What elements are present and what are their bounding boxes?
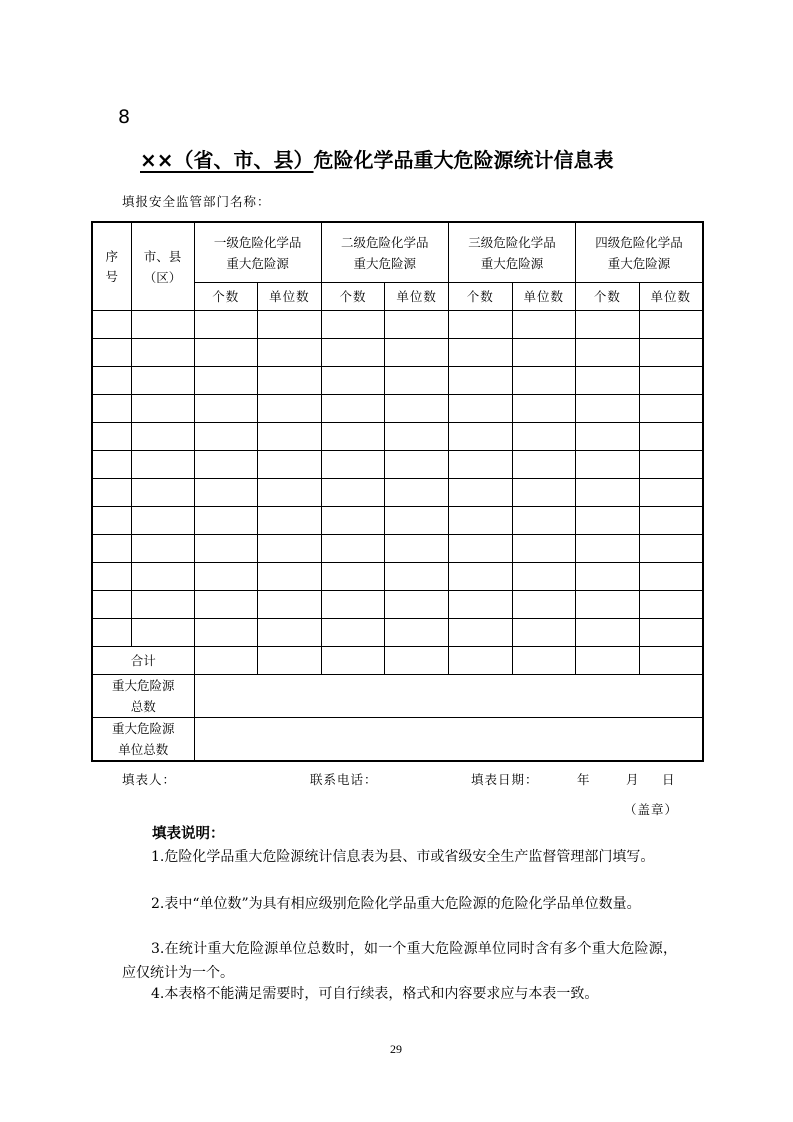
table-cell[interactable]	[639, 619, 703, 647]
table-cell[interactable]	[576, 367, 640, 395]
total-units-cell[interactable]	[194, 718, 703, 762]
table-cell[interactable]	[131, 479, 194, 507]
table-cell[interactable]	[385, 339, 449, 367]
table-cell[interactable]	[639, 591, 703, 619]
table-cell[interactable]	[639, 563, 703, 591]
table-cell[interactable]	[92, 395, 131, 423]
table-cell[interactable]	[92, 339, 131, 367]
date-label: 填表日期：	[471, 772, 539, 787]
table-cell[interactable]	[385, 311, 449, 339]
table-cell[interactable]	[448, 339, 512, 367]
table-cell[interactable]	[258, 619, 322, 647]
subheader-units: 单位数	[258, 283, 322, 311]
table-cell[interactable]	[92, 311, 131, 339]
table-cell[interactable]	[448, 367, 512, 395]
table-cell[interactable]	[639, 423, 703, 451]
table-cell[interactable]	[258, 563, 322, 591]
table-row	[92, 563, 703, 591]
table-cell[interactable]	[385, 507, 449, 535]
total-units-line2: 单位总数	[118, 742, 169, 757]
day-label: 日	[662, 772, 676, 787]
total-cell[interactable]	[448, 647, 512, 675]
table-cell[interactable]	[131, 451, 194, 479]
header-city-line1: 市、县	[143, 248, 182, 264]
table-cell[interactable]	[92, 507, 131, 535]
table-cell[interactable]	[92, 563, 131, 591]
table-cell[interactable]	[194, 395, 258, 423]
table-cell[interactable]	[321, 339, 385, 367]
total-cell[interactable]	[512, 647, 576, 675]
table-cell[interactable]	[448, 507, 512, 535]
table-cell[interactable]	[639, 367, 703, 395]
table-cell[interactable]	[194, 563, 258, 591]
title-region-placeholder: ××（省、市、县）	[140, 148, 314, 172]
page-number: 29	[390, 1042, 402, 1056]
table-cell[interactable]	[512, 311, 576, 339]
header-city	[131, 222, 194, 311]
header-seq-line2: 号	[105, 268, 118, 284]
header-level-1-line1: 一级危险化学品	[213, 234, 302, 250]
table-cell[interactable]	[258, 591, 322, 619]
table-cell[interactable]	[131, 619, 194, 647]
subheader-units: 单位数	[512, 283, 576, 311]
table-cell[interactable]	[385, 395, 449, 423]
total-cell[interactable]	[258, 647, 322, 675]
table-cell[interactable]	[639, 479, 703, 507]
table-cell[interactable]	[576, 451, 640, 479]
header-seq-line1: 序	[105, 248, 118, 264]
total-sources-line2: 总数	[130, 699, 156, 714]
header-level-1	[194, 222, 321, 283]
table-row	[92, 535, 703, 563]
table-cell[interactable]	[448, 423, 512, 451]
table-cell[interactable]	[576, 535, 640, 563]
table-cell[interactable]	[258, 395, 322, 423]
table-cell[interactable]	[448, 311, 512, 339]
table-cell[interactable]	[92, 591, 131, 619]
note-item-3: 3.在统计重大危险源单位总数时，如一个重大危险源单位同时含有多个重大危险源，应仅统计为一个。	[122, 941, 677, 981]
total-units-label	[92, 718, 194, 762]
header-level-3-line2: 重大危险源	[480, 255, 544, 271]
table-cell[interactable]	[321, 591, 385, 619]
table-cell[interactable]	[194, 479, 258, 507]
total-sources-line1: 重大危险源	[111, 678, 175, 693]
table-row	[92, 339, 703, 367]
table-cell[interactable]	[512, 507, 576, 535]
table-cell[interactable]	[92, 367, 131, 395]
table-cell[interactable]	[321, 311, 385, 339]
table-cell[interactable]	[321, 563, 385, 591]
total-cell[interactable]	[576, 647, 640, 675]
phone-label: 联系电话：	[310, 772, 378, 787]
header-level-2	[321, 222, 448, 283]
total-cell[interactable]	[385, 647, 449, 675]
table-cell[interactable]	[448, 535, 512, 563]
table-cell[interactable]	[321, 367, 385, 395]
table-cell[interactable]	[385, 451, 449, 479]
table-cell[interactable]	[131, 423, 194, 451]
table-row	[92, 619, 703, 647]
section-number: 8	[118, 106, 131, 128]
header-level-1-line2: 重大危险源	[226, 255, 289, 271]
total-sources-cell[interactable]	[194, 675, 703, 718]
subheader-count: 个数	[194, 283, 258, 311]
header-level-4-line2: 重大危险源	[607, 255, 671, 271]
table-cell[interactable]	[258, 367, 322, 395]
table-cell[interactable]	[92, 479, 131, 507]
table-cell[interactable]	[576, 507, 640, 535]
table-cell[interactable]	[576, 423, 640, 451]
total-row	[92, 647, 703, 675]
total-label: 合计	[92, 647, 194, 675]
total-sources-label	[92, 675, 194, 718]
table-cell[interactable]	[639, 535, 703, 563]
table-cell[interactable]	[448, 591, 512, 619]
table-cell[interactable]	[92, 423, 131, 451]
table-cell[interactable]	[576, 563, 640, 591]
table-cell[interactable]	[512, 479, 576, 507]
subheader-count: 个数	[576, 283, 640, 311]
table-cell[interactable]	[92, 451, 131, 479]
table-row	[92, 507, 703, 535]
table-cell[interactable]	[639, 451, 703, 479]
table-cell[interactable]	[258, 339, 322, 367]
table-cell[interactable]	[576, 311, 640, 339]
table-cell[interactable]	[194, 507, 258, 535]
table-row	[92, 395, 703, 423]
year-label: 年	[577, 772, 591, 787]
table-cell[interactable]	[321, 619, 385, 647]
filler-label: 填表人：	[122, 772, 177, 787]
table-cell[interactable]	[576, 619, 640, 647]
page-title	[140, 144, 660, 173]
table-cell[interactable]	[258, 535, 322, 563]
table-cell[interactable]	[639, 339, 703, 367]
subheader-units: 单位数	[639, 283, 703, 311]
seal-label: （盖章）	[624, 802, 679, 817]
table-cell[interactable]	[194, 535, 258, 563]
title-text: 危险化学品重大危险源统计信息表	[313, 148, 614, 172]
table-cell[interactable]	[512, 591, 576, 619]
table-cell[interactable]	[512, 535, 576, 563]
table-cell[interactable]	[92, 535, 131, 563]
header-level-2-line2: 重大危险源	[353, 255, 417, 271]
table-cell[interactable]	[321, 535, 385, 563]
table-cell[interactable]	[194, 367, 258, 395]
table-cell[interactable]	[321, 451, 385, 479]
table-cell[interactable]	[385, 535, 449, 563]
table-cell[interactable]	[194, 619, 258, 647]
table-cell[interactable]	[321, 507, 385, 535]
note-item-1: 1.危险化学品重大危险源统计信息表为县、市或省级安全生产监督管理部门填写。	[151, 849, 655, 865]
table-cell[interactable]	[92, 619, 131, 647]
table-cell[interactable]	[321, 395, 385, 423]
table-cell[interactable]	[448, 619, 512, 647]
table-cell[interactable]	[194, 451, 258, 479]
table-cell[interactable]	[512, 367, 576, 395]
total-cell[interactable]	[321, 647, 385, 675]
statistics-table	[91, 221, 704, 762]
table-row	[92, 451, 703, 479]
total-units-line1: 重大危险源	[111, 721, 175, 736]
table-cell[interactable]	[512, 395, 576, 423]
table-row	[92, 367, 703, 395]
header-level-2-line1: 二级危险化学品	[341, 234, 429, 250]
table-cell[interactable]	[321, 479, 385, 507]
table-cell[interactable]	[131, 311, 194, 339]
table-cell[interactable]	[448, 395, 512, 423]
header-seq	[92, 222, 131, 311]
header-city-line2: （区）	[143, 269, 182, 285]
table-cell[interactable]	[385, 563, 449, 591]
table-cell[interactable]	[131, 591, 194, 619]
header-level-3	[448, 222, 575, 283]
subheader-units: 单位数	[385, 283, 449, 311]
header-level-4-line1: 四级危险化学品	[595, 234, 683, 250]
header-level-3-line1: 三级危险化学品	[468, 234, 556, 250]
table-cell[interactable]	[576, 339, 640, 367]
table-cell[interactable]	[131, 563, 194, 591]
table-cell[interactable]	[194, 423, 258, 451]
table-cell[interactable]	[131, 395, 194, 423]
note-item-4: 4.本表格不能满足需要时，可自行续表，格式和内容要求应与本表一致。	[151, 986, 599, 1002]
table-cell[interactable]	[131, 507, 194, 535]
table-cell[interactable]	[258, 479, 322, 507]
table-cell[interactable]	[258, 311, 322, 339]
notes-title: 填表说明：	[152, 826, 225, 842]
table-cell[interactable]	[512, 339, 576, 367]
table-cell[interactable]	[258, 423, 322, 451]
table-cell[interactable]	[131, 535, 194, 563]
subheader-count: 个数	[448, 283, 512, 311]
table-cell[interactable]	[131, 367, 194, 395]
table-row	[92, 311, 703, 339]
table-row	[92, 479, 703, 507]
header-level-4	[576, 222, 703, 283]
table-cell[interactable]	[258, 507, 322, 535]
table-cell[interactable]	[512, 563, 576, 591]
table-cell[interactable]	[385, 423, 449, 451]
table-cell[interactable]	[512, 451, 576, 479]
table-cell[interactable]	[194, 311, 258, 339]
table-cell[interactable]	[321, 423, 385, 451]
header-row	[92, 222, 703, 283]
note-item-2: 2.表中“单位数”为具有相应级别危险化学品重大危险源的危险化学品单位数量。	[151, 896, 641, 912]
total-units-row	[92, 718, 703, 762]
table-cell[interactable]	[639, 507, 703, 535]
table-cell[interactable]	[576, 395, 640, 423]
total-cell[interactable]	[639, 647, 703, 675]
table-row	[92, 423, 703, 451]
subheader-count: 个数	[321, 283, 385, 311]
table-cell[interactable]	[258, 451, 322, 479]
table-cell[interactable]	[448, 451, 512, 479]
table-row	[92, 591, 703, 619]
table-cell[interactable]	[385, 591, 449, 619]
table-cell[interactable]	[385, 479, 449, 507]
table-cell[interactable]	[194, 591, 258, 619]
table-cell[interactable]	[385, 367, 449, 395]
month-label: 月	[626, 772, 640, 787]
table-cell[interactable]	[448, 563, 512, 591]
table-cell[interactable]	[639, 395, 703, 423]
table-cell[interactable]	[576, 591, 640, 619]
table-cell[interactable]	[512, 423, 576, 451]
table-cell[interactable]	[131, 339, 194, 367]
total-sources-row	[92, 675, 703, 718]
table-cell[interactable]	[385, 619, 449, 647]
table-cell[interactable]	[194, 339, 258, 367]
reporting-unit-label: 填报安全监管部门名称：	[122, 194, 271, 209]
table-cell[interactable]	[448, 479, 512, 507]
table-cell[interactable]	[639, 311, 703, 339]
table-cell[interactable]	[512, 619, 576, 647]
total-cell[interactable]	[194, 647, 258, 675]
table-cell[interactable]	[576, 479, 640, 507]
